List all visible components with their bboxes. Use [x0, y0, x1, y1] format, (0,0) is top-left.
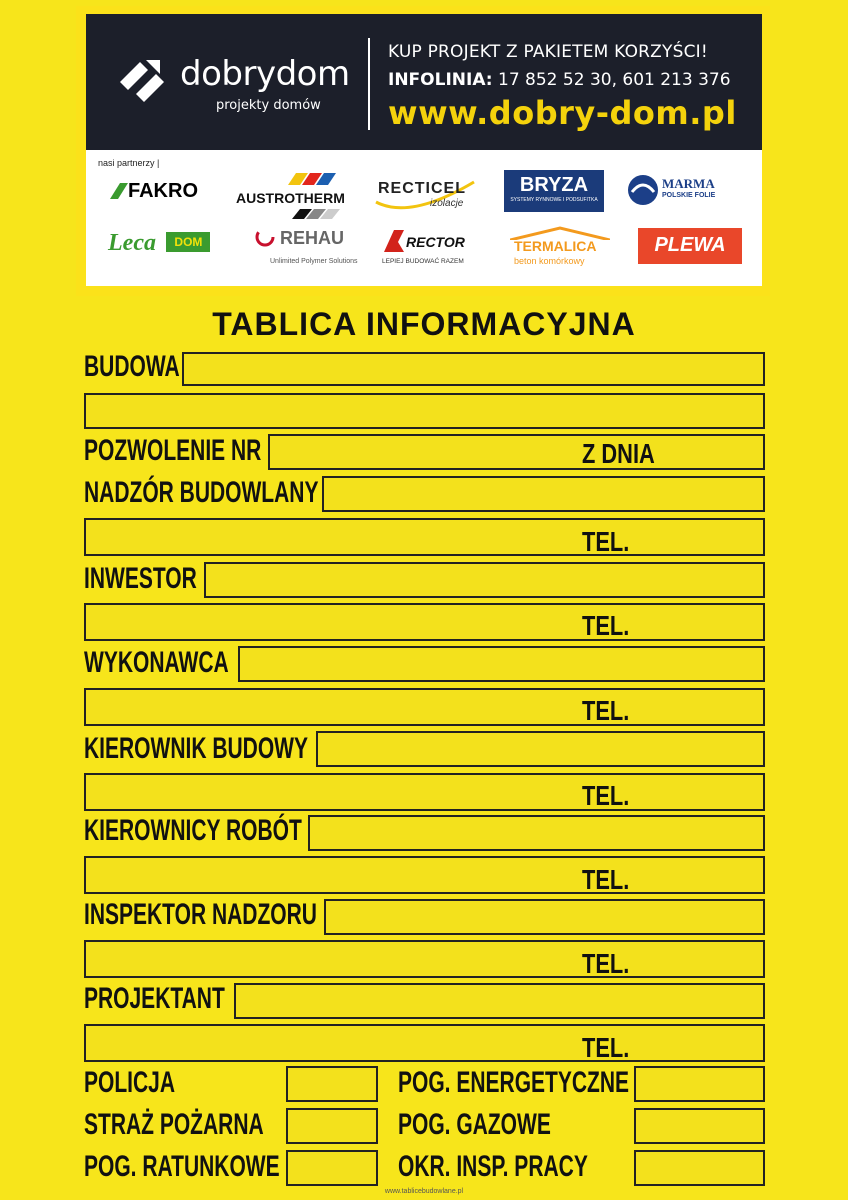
- partner-austrotherm[interactable]: [236, 172, 356, 224]
- label-tel-kierownik: TEL.: [582, 780, 630, 811]
- label-insp-pracy: OKR. INSP. PRACY: [398, 1150, 588, 1183]
- brand-tagline: projekty domów: [216, 98, 321, 113]
- label-ratunkowe: POG. RATUNKOWE: [84, 1150, 280, 1183]
- partner-bryza[interactable]: [504, 170, 604, 212]
- label-z-dnia: Z DNIA: [582, 438, 655, 469]
- header-divider: [368, 38, 370, 130]
- field-wykonawca-tel[interactable]: [84, 688, 765, 726]
- field-kierownicy[interactable]: [308, 815, 765, 851]
- field-kierownicy-tel[interactable]: [84, 856, 765, 894]
- partners-panel: [86, 150, 762, 286]
- partner-fakro-label: FAKRO: [128, 180, 198, 202]
- label-pozwolenie: POZWOLENIE NR: [84, 434, 262, 467]
- field-projektant[interactable]: [234, 983, 765, 1019]
- field-ratunkowe[interactable]: [286, 1150, 378, 1186]
- label-kierownik: KIEROWNIK BUDOWY: [84, 732, 308, 765]
- partner-termalica-sub: beton komórkowy: [514, 256, 585, 266]
- partner-rehau-label: REHAU: [280, 228, 345, 248]
- field-pozwolenie[interactable]: [268, 434, 765, 470]
- footer-url[interactable]: www.tablicebudowlane.pl: [384, 1188, 464, 1195]
- marma-bird-icon: [626, 172, 660, 208]
- label-tel-inspektor: TEL.: [582, 948, 630, 979]
- partners-label: nasi partnerzy |: [98, 158, 160, 168]
- partner-marma-label: MARMA: [662, 176, 715, 191]
- label-inspektor: INSPEKTOR NADZORU: [84, 898, 317, 931]
- label-wykonawca: WYKONAWCA: [84, 646, 229, 679]
- label-tel-projektant: TEL.: [582, 1032, 630, 1063]
- label-tel-wykonawca: TEL.: [582, 695, 630, 726]
- dobrydom-logo-icon: [116, 54, 174, 102]
- label-gazowe: POG. GAZOWE: [398, 1108, 551, 1141]
- partner-rector-label: RECTOR: [406, 234, 465, 250]
- field-nadzor[interactable]: [322, 476, 765, 512]
- partner-leca-label: Leca: [108, 230, 156, 256]
- partner-marma-sub: POLSKIE FOLIE: [662, 192, 716, 199]
- promo-text: KUP PROJEKT Z PAKIETEM KORZYŚCI!: [388, 42, 708, 62]
- partner-leca[interactable]: [108, 230, 210, 257]
- partner-rehau-sub: Unlimited Polymer Solutions: [270, 258, 358, 265]
- website-link[interactable]: www.dobry-dom.pl: [388, 94, 737, 132]
- infoline-numbers: 17 852 52 30, 601 213 376: [498, 70, 731, 90]
- label-nadzor: NADZÓR BUDOWLANY: [84, 476, 319, 509]
- field-policja[interactable]: [286, 1066, 378, 1102]
- label-energetyczne: POG. ENERGETYCZNE: [398, 1066, 630, 1099]
- field-inspektor-tel[interactable]: [84, 940, 765, 978]
- label-inwestor: INWESTOR: [84, 562, 197, 595]
- label-budowa: BUDOWA: [84, 350, 180, 383]
- label-projektant: PROJEKTANT: [84, 982, 225, 1015]
- partner-plewa-label: PLEWA: [654, 234, 726, 256]
- brand-name: dobrydom: [180, 54, 350, 94]
- label-tel-inwestor: TEL.: [582, 610, 630, 641]
- label-tel-kierownicy: TEL.: [582, 864, 630, 895]
- partner-recticel-sub: izolacje: [430, 198, 464, 209]
- rector-r-icon: [382, 228, 406, 254]
- field-inwestor[interactable]: [204, 562, 765, 598]
- infoline-label: INFOLINIA:: [388, 70, 493, 90]
- field-budowa[interactable]: [182, 352, 765, 386]
- partner-plewa[interactable]: [638, 228, 742, 264]
- partner-recticel[interactable]: [370, 172, 480, 209]
- brand-header: [86, 14, 762, 150]
- brand-logo[interactable]: [116, 54, 376, 114]
- partner-fakro[interactable]: [110, 180, 198, 203]
- partner-termalica-label: TERMALICA: [514, 238, 597, 254]
- field-insp-pracy[interactable]: [634, 1150, 765, 1186]
- field-budowa-2[interactable]: [84, 393, 765, 429]
- field-kierownik-tel[interactable]: [84, 773, 765, 811]
- field-projektant-tel[interactable]: [84, 1024, 765, 1062]
- rehau-circle-icon: [254, 226, 276, 248]
- field-inwestor-tel[interactable]: [84, 603, 765, 641]
- infoline: [388, 70, 731, 90]
- austrotherm-stripes-bottom-icon: [236, 209, 356, 219]
- label-policja: POLICJA: [84, 1066, 176, 1099]
- field-nadzor-tel[interactable]: [84, 518, 765, 556]
- label-tel-nadzor: TEL.: [582, 526, 630, 557]
- partner-bryza-label: BRYZA: [519, 174, 589, 196]
- board-title: TABLICA INFORMACYJNA: [212, 306, 636, 342]
- field-gazowe[interactable]: [634, 1108, 765, 1144]
- partner-leca-sub: DOM: [166, 232, 210, 252]
- partner-bryza-sub: SYSTEMY RYNNOWE I PODSUFITKA: [510, 197, 598, 203]
- field-wykonawca[interactable]: [238, 646, 765, 682]
- fakro-arrow-icon: [110, 183, 128, 199]
- field-inspektor[interactable]: [324, 899, 765, 935]
- partner-rector-sub: LEPIEJ BUDOWAĆ RAZEM: [382, 258, 464, 265]
- partner-austrotherm-label: AUSTROTHERM: [236, 190, 345, 206]
- label-kierownicy: KIEROWNICY ROBÓT: [84, 814, 302, 847]
- field-kierownik[interactable]: [316, 731, 765, 767]
- field-straz[interactable]: [286, 1108, 378, 1144]
- field-energetyczne[interactable]: [634, 1066, 765, 1102]
- austrotherm-stripes-icon: [236, 173, 356, 185]
- partner-recticel-label: RECTICEL: [378, 180, 466, 197]
- label-straz: STRAŻ POŻARNA: [84, 1108, 264, 1141]
